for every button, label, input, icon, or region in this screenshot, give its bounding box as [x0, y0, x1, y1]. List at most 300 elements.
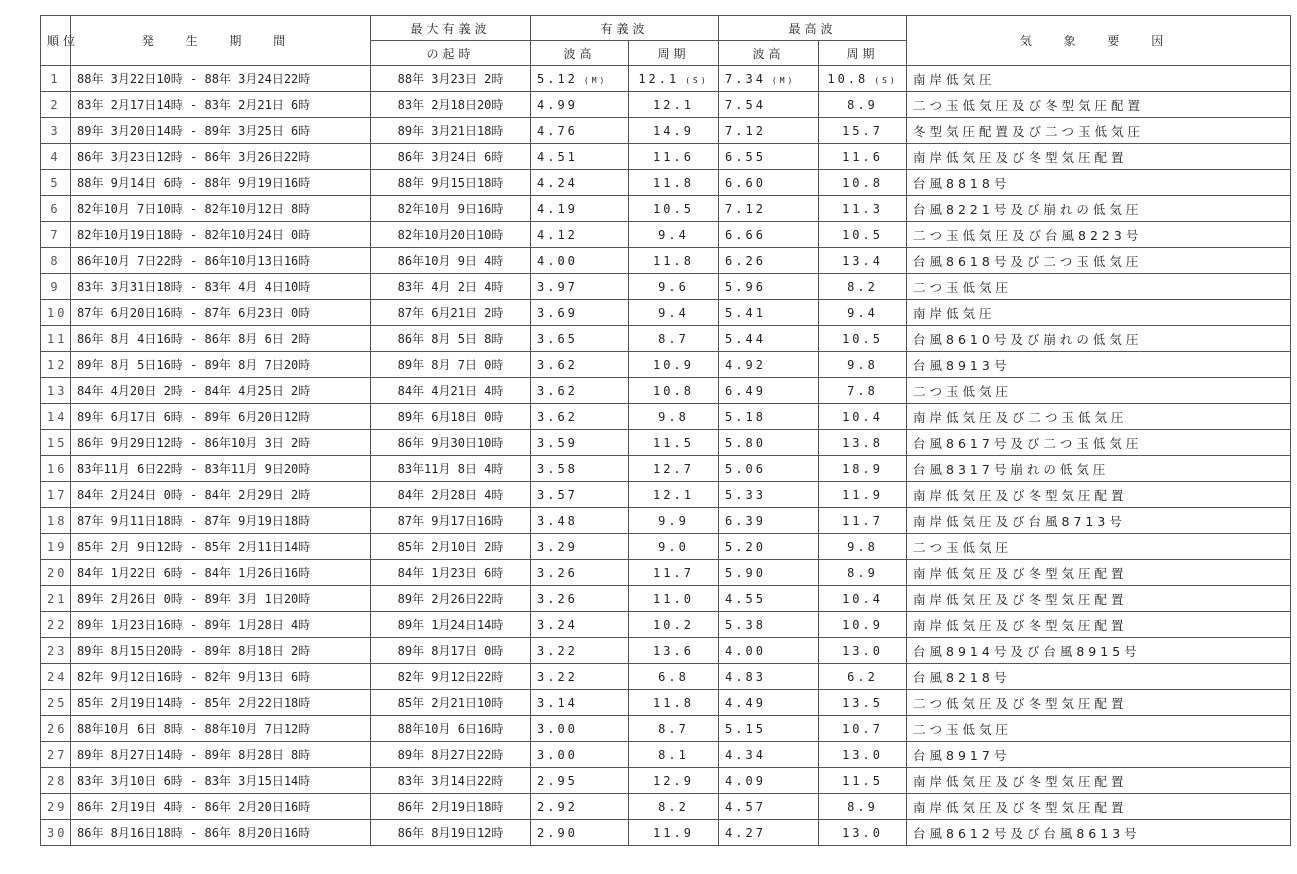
max-height-cell [719, 612, 819, 638]
peak-time-cell [371, 66, 531, 92]
period-cell [71, 430, 371, 456]
max-height-cell [719, 404, 819, 430]
rank-cell [41, 274, 71, 300]
table-row [41, 222, 1291, 248]
rank-cell [41, 690, 71, 716]
period-cell [71, 638, 371, 664]
sig-height-cell [531, 690, 629, 716]
table-row [41, 638, 1291, 664]
sig-height-cell [531, 534, 629, 560]
peak-time-cell [371, 170, 531, 196]
cause-cell [907, 664, 1291, 690]
cause-cell [907, 508, 1291, 534]
sig-height-cell [531, 612, 629, 638]
sig-period-cell [629, 170, 719, 196]
period-cell-text: 89年 8月15日20時 - 89年 8月18日 2時 [77, 644, 311, 658]
peak-time-cell [371, 456, 531, 482]
max-height-cell [719, 690, 819, 716]
rank-cell [41, 612, 71, 638]
cause-cell-text: 二つ玉低気圧 [913, 539, 1013, 555]
cause-cell [907, 66, 1291, 92]
cause-cell-text: 南岸低気圧及び二つ玉低気圧 [913, 409, 1128, 425]
rank-cell [41, 196, 71, 222]
peak-time-cell-text: 83年 2月18日20時 [397, 98, 504, 112]
sig-height-cell-text: 4.12 [537, 227, 578, 242]
max-height-cell [719, 274, 819, 300]
sig-height-cell [531, 638, 629, 664]
max-period-cell-text: 15.7 [842, 123, 883, 138]
sig-height-cell [531, 222, 629, 248]
max-height-cell [719, 560, 819, 586]
header-max-wave: 最高波 [719, 16, 907, 41]
sig-period-cell-text: 9.4 [658, 305, 689, 320]
table-row [41, 560, 1291, 586]
max-period-cell [819, 742, 907, 768]
sig-period-cell [629, 66, 719, 92]
cause-cell-text: 二つ玉低気圧及び冬型気圧配置 [913, 97, 1145, 113]
period-cell [71, 664, 371, 690]
max-period-cell-text: 8.2 [847, 279, 878, 294]
rank-cell-text: 8 [50, 253, 61, 268]
max-height-cell [719, 586, 819, 612]
rank-cell-text: 30 [47, 825, 68, 840]
sig-height-cell-text: 4.24 [537, 175, 578, 190]
table-row [41, 534, 1291, 560]
rank-cell-text: 13 [47, 383, 68, 398]
sig-period-cell-text: 10.9 [653, 357, 694, 372]
rank-cell-text: 29 [47, 799, 68, 814]
table-row [41, 430, 1291, 456]
unit-label: (S) [685, 75, 709, 85]
rank-cell-text: 22 [47, 617, 68, 632]
period-cell-text: 84年 2月24日 0時 - 84年 2月29日 2時 [77, 488, 311, 502]
cause-cell-text: 南岸低気圧 [913, 71, 996, 87]
period-cell-text: 85年 2月 9日12時 - 85年 2月11日14時 [77, 540, 311, 554]
sig-period-cell [629, 430, 719, 456]
sig-period-cell-text: 12.7 [653, 461, 694, 476]
table-row [41, 586, 1291, 612]
cause-cell-text: 台風8317号崩れの低気圧 [913, 461, 1110, 477]
max-period-cell [819, 404, 907, 430]
max-period-cell-text: 13.5 [842, 695, 883, 710]
period-cell [71, 66, 371, 92]
sig-period-cell-text: 8.7 [658, 721, 689, 736]
peak-time-cell-text: 82年10月20日10時 [397, 228, 504, 242]
peak-time-cell [371, 274, 531, 300]
sig-height-cell-text: 4.99 [537, 97, 578, 112]
max-period-cell [819, 248, 907, 274]
period-cell-text: 85年 2月19日14時 - 85年 2月22日18時 [77, 696, 311, 710]
period-cell-text: 86年 8月16日18時 - 86年 8月20日16時 [77, 826, 311, 840]
table-row [41, 352, 1291, 378]
sig-height-cell [531, 66, 629, 92]
rank-cell-text: 26 [47, 721, 68, 736]
max-period-cell-text: 8.9 [847, 799, 878, 814]
sig-height-cell-text: 4.19 [537, 201, 578, 216]
sig-period-cell-text: 9.6 [658, 279, 689, 294]
rank-cell [41, 326, 71, 352]
cause-cell-text: 台風8617号及び二つ玉低気圧 [913, 435, 1143, 451]
max-height-cell [719, 482, 819, 508]
period-cell-text: 89年 8月27日14時 - 89年 8月28日 8時 [77, 748, 311, 762]
sig-period-cell-text: 9.4 [658, 227, 689, 242]
peak-time-cell-text: 89年 1月24日14時 [397, 618, 504, 632]
max-period-cell [819, 352, 907, 378]
max-height-cell [719, 456, 819, 482]
sig-height-cell-text: 3.62 [537, 357, 578, 372]
max-period-cell-text: 10.7 [842, 721, 883, 736]
peak-time-cell [371, 196, 531, 222]
max-period-cell [819, 144, 907, 170]
max-height-cell-text: 6.55 [725, 149, 766, 164]
rank-cell [41, 560, 71, 586]
sig-period-cell [629, 638, 719, 664]
sig-period-cell-text: 12.1 [653, 97, 694, 112]
sig-period-cell-text: 14.9 [653, 123, 694, 138]
rank-cell-text: 9 [50, 279, 61, 294]
sig-height-cell-text: 3.14 [537, 695, 578, 710]
sig-height-cell [531, 716, 629, 742]
sig-height-cell [531, 794, 629, 820]
cause-cell-text: 台風8917号 [913, 747, 1011, 763]
peak-time-cell-text: 85年 2月10日 2時 [397, 540, 504, 554]
sig-period-cell [629, 248, 719, 274]
period-cell-text: 83年 3月10日 6時 - 83年 3月15日14時 [77, 774, 311, 788]
max-height-cell [719, 664, 819, 690]
period-cell [71, 378, 371, 404]
rank-cell [41, 378, 71, 404]
sig-height-cell-text: 4.00 [537, 253, 578, 268]
max-height-cell-text: 5.38 [725, 617, 766, 632]
max-height-cell-text: 5.96 [725, 279, 766, 294]
max-height-cell [719, 768, 819, 794]
sig-height-cell-text: 3.48 [537, 513, 578, 528]
sig-height-cell [531, 456, 629, 482]
sig-period-cell [629, 222, 719, 248]
sig-period-cell [629, 456, 719, 482]
sig-height-cell-text: 3.29 [537, 539, 578, 554]
header-max-height: 波高 [719, 41, 819, 66]
cause-cell-text: 二つ低気圧及び冬型気圧配置 [913, 695, 1128, 711]
rank-cell [41, 300, 71, 326]
cause-cell-text: 南岸低気圧及び台風8713号 [913, 513, 1126, 529]
sig-period-cell [629, 378, 719, 404]
max-height-cell [719, 352, 819, 378]
sig-height-cell-text: 3.69 [537, 305, 578, 320]
table-row [41, 300, 1291, 326]
rank-cell-text: 23 [47, 643, 68, 658]
sig-period-cell-text: 9.8 [658, 409, 689, 424]
peak-time-cell-text: 82年10月 9日16時 [397, 202, 504, 216]
max-height-cell-text: 4.09 [725, 773, 766, 788]
rank-cell-text: 18 [47, 513, 68, 528]
max-height-cell-text: 6.49 [725, 383, 766, 398]
cause-cell [907, 144, 1291, 170]
max-period-cell-text: 9.8 [847, 357, 878, 372]
max-height-cell [719, 820, 819, 846]
period-cell [71, 586, 371, 612]
table-row [41, 456, 1291, 482]
max-period-cell-text: 11.9 [842, 487, 883, 502]
cause-cell-text: 台風8914号及び台風8915号 [913, 643, 1141, 659]
rank-cell-text: 10 [47, 305, 68, 320]
cause-cell [907, 482, 1291, 508]
sig-period-cell [629, 92, 719, 118]
cause-cell [907, 638, 1291, 664]
header-peak-time-1: 最大有義波 [371, 16, 531, 41]
peak-time-cell-text: 86年 2月19日18時 [397, 800, 504, 814]
sig-height-cell [531, 170, 629, 196]
max-height-cell [719, 534, 819, 560]
rank-cell [41, 118, 71, 144]
sig-period-cell-text: 12.9 [653, 773, 694, 788]
rank-cell [41, 768, 71, 794]
sig-period-cell-text: 6.8 [658, 669, 689, 684]
sig-period-cell [629, 274, 719, 300]
sig-period-cell-text: 11.9 [653, 825, 694, 840]
unit-label: (M) [583, 75, 608, 85]
peak-time-cell [371, 664, 531, 690]
max-height-cell-text: 6.66 [725, 227, 766, 242]
cause-cell-text: 台風8612号及び台風8613号 [913, 825, 1141, 841]
sig-height-cell [531, 560, 629, 586]
peak-time-cell [371, 508, 531, 534]
peak-time-cell-text: 88年10月 6日16時 [397, 722, 504, 736]
cause-cell-text: 台風8618号及び二つ玉低気圧 [913, 253, 1143, 269]
max-period-cell-text: 11.7 [842, 513, 883, 528]
peak-time-cell-text: 84年 1月23日 6時 [397, 566, 504, 580]
sig-height-cell-text: 2.92 [537, 799, 578, 814]
peak-time-cell [371, 534, 531, 560]
max-period-cell [819, 716, 907, 742]
period-cell [71, 222, 371, 248]
table-row [41, 274, 1291, 300]
sig-height-cell-text: 3.59 [537, 435, 578, 450]
cause-cell-text: 南岸低気圧及び冬型気圧配置 [913, 565, 1128, 581]
max-height-cell [719, 794, 819, 820]
rank-cell [41, 664, 71, 690]
cause-cell [907, 92, 1291, 118]
sig-period-cell-text: 8.2 [658, 799, 689, 814]
sig-period-cell [629, 326, 719, 352]
cause-cell-text: 台風8218号 [913, 669, 1011, 685]
cause-cell [907, 560, 1291, 586]
max-period-cell [819, 508, 907, 534]
rank-cell [41, 222, 71, 248]
max-height-cell-text: 4.55 [725, 591, 766, 606]
sig-height-cell-text: 3.97 [537, 279, 578, 294]
max-height-cell-text: 4.49 [725, 695, 766, 710]
cause-cell-text: 冬型気圧配置及び二つ玉低気圧 [913, 123, 1145, 139]
table-row [41, 716, 1291, 742]
peak-time-cell-text: 83年 4月 2日 4時 [397, 280, 504, 294]
table-row [41, 170, 1291, 196]
max-period-cell-text: 9.8 [847, 539, 878, 554]
period-cell [71, 534, 371, 560]
peak-time-cell-text: 86年10月 9日 4時 [397, 254, 504, 268]
sig-period-cell-text: 11.8 [653, 253, 694, 268]
cause-cell-text: 南岸低気圧及び冬型気圧配置 [913, 799, 1128, 815]
period-cell-text: 88年10月 6日 8時 - 88年10月 7日12時 [77, 722, 311, 736]
cause-cell [907, 248, 1291, 274]
sig-period-cell-text: 8.1 [658, 747, 689, 762]
period-cell [71, 508, 371, 534]
max-height-cell-text: 4.92 [725, 357, 766, 372]
sig-height-cell [531, 404, 629, 430]
peak-time-cell [371, 144, 531, 170]
cause-cell-text: 二つ玉低気圧 [913, 383, 1013, 399]
peak-time-cell-text: 86年 8月19日12時 [397, 826, 504, 840]
max-height-cell-text: 5.41 [725, 305, 766, 320]
max-height-cell-text: 7.54 [725, 97, 766, 112]
max-period-cell-text: 9.4 [847, 305, 878, 320]
sig-height-cell [531, 92, 629, 118]
max-period-cell-text: 10.4 [842, 409, 883, 424]
max-height-cell [719, 716, 819, 742]
max-period-cell-text: 11.6 [842, 149, 883, 164]
sig-height-cell [531, 768, 629, 794]
rank-cell-text: 19 [47, 539, 68, 554]
max-period-cell [819, 326, 907, 352]
max-period-cell [819, 66, 907, 92]
period-cell [71, 612, 371, 638]
peak-time-cell-text: 89年 8月 7日 0時 [397, 358, 504, 372]
peak-time-cell [371, 690, 531, 716]
cause-cell-text: 南岸低気圧及び冬型気圧配置 [913, 149, 1128, 165]
cause-cell [907, 170, 1291, 196]
cause-cell [907, 716, 1291, 742]
rank-cell-text: 20 [47, 565, 68, 580]
rank-cell-text: 4 [50, 149, 61, 164]
sig-period-cell [629, 560, 719, 586]
cause-cell-text: 南岸低気圧及び冬型気圧配置 [913, 591, 1128, 607]
peak-time-cell [371, 378, 531, 404]
peak-time-cell [371, 742, 531, 768]
peak-time-cell-text: 86年 9月30日10時 [397, 436, 504, 450]
sig-period-cell [629, 768, 719, 794]
rank-cell [41, 742, 71, 768]
period-cell [71, 716, 371, 742]
max-period-cell [819, 612, 907, 638]
rank-cell-text: 17 [47, 487, 68, 502]
sig-period-cell [629, 534, 719, 560]
rank-cell-text: 16 [47, 461, 68, 476]
sig-height-cell-text: 5.12 [537, 71, 578, 86]
period-cell [71, 560, 371, 586]
cause-cell-text: 台風8818号 [913, 175, 1011, 191]
sig-period-cell-text: 10.2 [653, 617, 694, 632]
header-sig-height: 波高 [531, 41, 629, 66]
table-row [41, 378, 1291, 404]
rank-cell [41, 794, 71, 820]
rank-cell-text: 14 [47, 409, 68, 424]
sig-period-cell [629, 586, 719, 612]
sig-period-cell [629, 716, 719, 742]
rank-cell-text: 27 [47, 747, 68, 762]
peak-time-cell-text: 83年11月 8日 4時 [397, 462, 504, 476]
sig-height-cell-text: 3.62 [537, 383, 578, 398]
period-cell-text: 88年 3月22日10時 - 88年 3月24日22時 [77, 72, 311, 86]
period-cell-text: 87年 9月11日18時 - 87年 9月19日18時 [77, 514, 311, 528]
table-row [41, 404, 1291, 430]
sig-height-cell [531, 118, 629, 144]
period-cell-text: 89年 6月17日 6時 - 89年 6月20日12時 [77, 410, 311, 424]
max-height-cell [719, 66, 819, 92]
max-period-cell-text: 13.4 [842, 253, 883, 268]
max-period-cell-text: 10.5 [842, 227, 883, 242]
period-cell-text: 88年 9月14日 6時 - 88年 9月19日16時 [77, 176, 311, 190]
max-period-cell-text: 6.2 [847, 669, 878, 684]
sig-period-cell-text: 11.8 [653, 175, 694, 190]
peak-time-cell [371, 612, 531, 638]
table-row [41, 482, 1291, 508]
rank-cell [41, 170, 71, 196]
cause-cell-text: 台風8221号及び崩れの低気圧 [913, 201, 1143, 217]
table-row [41, 768, 1291, 794]
period-cell-text: 89年 8月 5日16時 - 89年 8月 7日20時 [77, 358, 311, 372]
rank-cell-text: 24 [47, 669, 68, 684]
max-height-cell [719, 144, 819, 170]
rank-cell [41, 144, 71, 170]
sig-height-cell [531, 508, 629, 534]
max-height-cell-text: 4.57 [725, 799, 766, 814]
max-period-cell-text: 8.9 [847, 97, 878, 112]
table-row [41, 144, 1291, 170]
max-height-cell [719, 430, 819, 456]
max-period-cell [819, 118, 907, 144]
max-height-cell [719, 378, 819, 404]
peak-time-cell [371, 586, 531, 612]
sig-height-cell [531, 144, 629, 170]
peak-time-cell-text: 87年 6月21日 2時 [397, 306, 504, 320]
table-row [41, 690, 1291, 716]
sig-height-cell-text: 3.00 [537, 721, 578, 736]
max-height-cell-text: 7.12 [725, 201, 766, 216]
cause-cell [907, 352, 1291, 378]
max-height-cell [719, 248, 819, 274]
max-period-cell [819, 664, 907, 690]
max-height-cell [719, 326, 819, 352]
period-cell [71, 690, 371, 716]
sig-height-cell-text: 3.22 [537, 669, 578, 684]
rank-cell [41, 404, 71, 430]
max-height-cell-text: 7.34 [725, 71, 766, 86]
period-cell-text: 82年10月19日18時 - 82年10月24日 0時 [77, 228, 311, 242]
max-height-cell-text: 7.12 [725, 123, 766, 138]
table-row [41, 248, 1291, 274]
max-period-cell [819, 170, 907, 196]
max-height-cell-text: 4.27 [725, 825, 766, 840]
table-row [41, 612, 1291, 638]
sig-period-cell [629, 612, 719, 638]
max-period-cell [819, 820, 907, 846]
rank-cell-text: 7 [50, 227, 61, 242]
rank-cell [41, 66, 71, 92]
max-period-cell-text: 13.0 [842, 825, 883, 840]
cause-cell [907, 742, 1291, 768]
sig-height-cell-text: 3.22 [537, 643, 578, 658]
period-cell [71, 768, 371, 794]
max-period-cell [819, 586, 907, 612]
sig-height-cell-text: 2.95 [537, 773, 578, 788]
peak-time-cell-text: 89年 8月17日 0時 [397, 644, 504, 658]
max-height-cell [719, 508, 819, 534]
max-period-cell-text: 10.4 [842, 591, 883, 606]
period-cell [71, 300, 371, 326]
cause-cell [907, 274, 1291, 300]
max-height-cell-text: 4.00 [725, 643, 766, 658]
cause-cell-text: 台風8913号 [913, 357, 1011, 373]
